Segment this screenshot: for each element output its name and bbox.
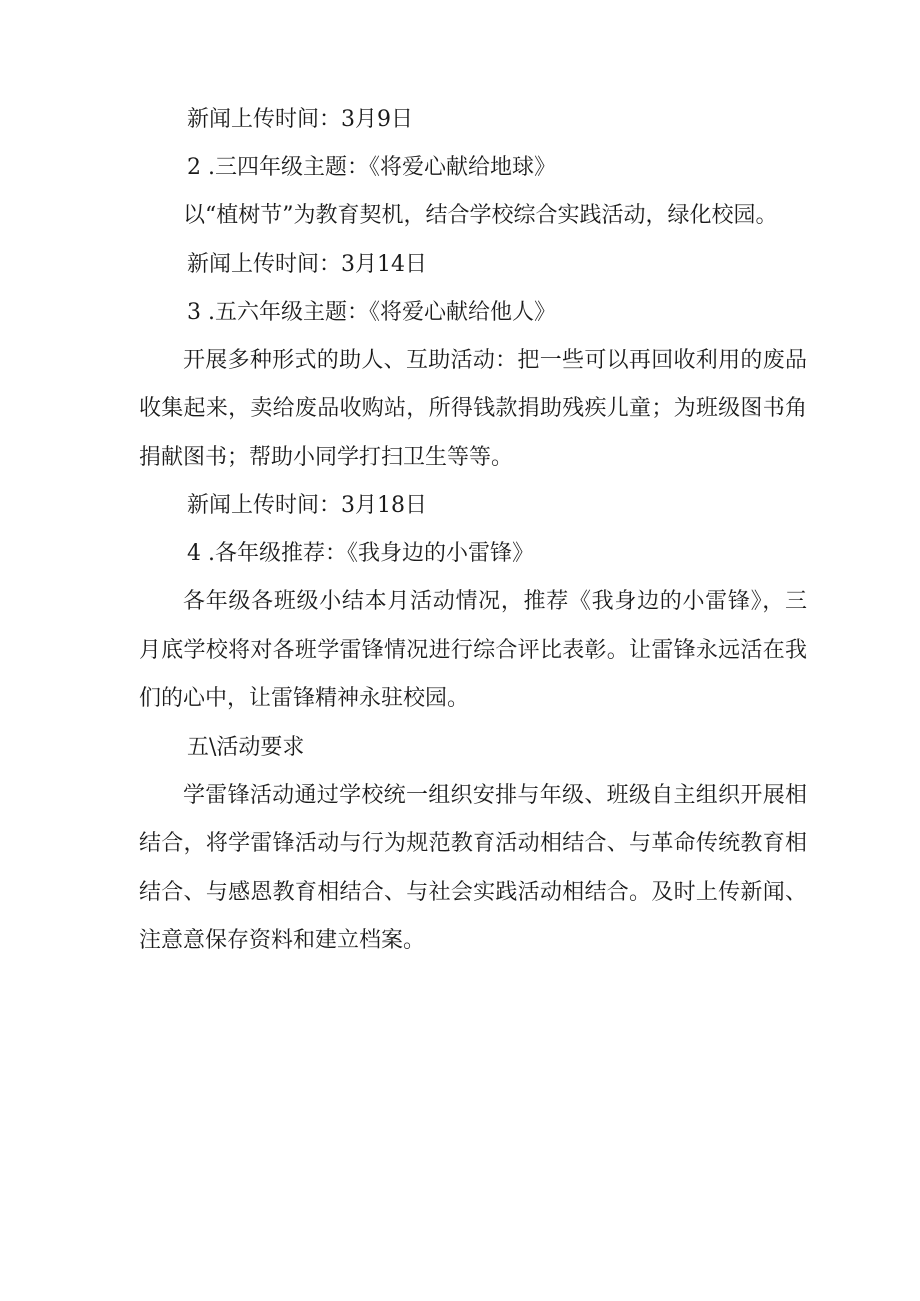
- grade-5-6-theme-paragraph: 开展多种形式的助人、互助活动：把一些可以再回收利用的废品收集起来，卖给废品收购站，所得钱款捐助残疾儿童；为班级图书角捐献图书；帮助小同学打扫卫生等等。: [139, 347, 807, 470]
- news-upload-time-line: 新闻上传时间：3月14日: [187, 251, 427, 277]
- document-body: [139, 96, 807, 966]
- grade-3-4-theme-paragraph: 以“植树节”为教育契机，结合学校综合实践活动，绿化校园。: [183, 203, 778, 228]
- news-upload-time-line: 新闻上传时间：3月18日: [187, 493, 427, 518]
- grade-3-4-theme-heading: 2 .三四年级主题：《将爱心献给地球》: [187, 155, 556, 180]
- all-grades-recommendation-heading: 4 .各年级推荐：《我身边的小雷锋》: [187, 541, 534, 566]
- activity-requirements-heading: 五\活动要求: [187, 734, 305, 760]
- grade-5-6-theme-heading: 3 .五六年级主题：《将爱心献给他人》: [187, 299, 556, 325]
- all-grades-recommendation-paragraph: 各年级各班级小结本月活动情况，推荐《我身边的小雷锋》，三月底学校将对各班学雷锋情况进行综合评比表彰。让雷锋永远活在我们的心中，让雷锋精神永驻校园。: [139, 589, 807, 711]
- activity-requirements-paragraph: 学雷锋活动通过学校统一组织安排与年级、班级自主组织开展相结合，将学雷锋活动与行为规范教育活动相结合、与革命传统教育相结合、与感恩教育相结合、与社会实践活动相结合。及时上传新闻、注意意保存资料和建立档案。: [139, 782, 807, 953]
- news-upload-time-line: 新闻上传时间：3月9日: [187, 107, 413, 132]
